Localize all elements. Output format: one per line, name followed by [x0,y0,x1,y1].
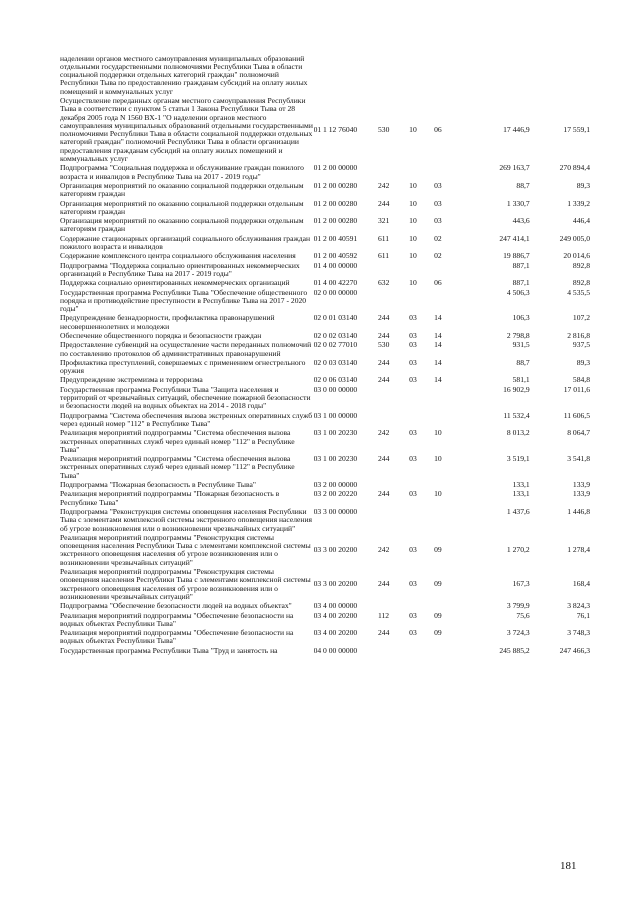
row-expense-type: 244 [377,375,390,385]
row-subsection [434,602,457,611]
row-subsection: 09 [434,628,442,638]
row-subsection: 14 [434,358,442,367]
table-row [60,429,590,455]
row-code: 01 2 00 40592 [313,251,358,261]
row-subsection: 09 [434,579,442,589]
row-name: Предоставление субвенций на осуществление части переданных полномочий по составлению протоколов об административных правонарушений [60,340,312,358]
table-row [60,385,590,411]
table-row [60,54,590,96]
row-section: 03 [409,331,417,340]
row-sum-year-1: 1 270,2 [506,545,530,555]
row-code: 01 1 12 76040 [313,125,358,135]
table-row [60,646,590,655]
row-name: Подпрограмма "Система обеспечения вызова экстренных оперативных служб через единый номер "112" в Республике Тыва" [60,411,313,428]
row-code: 01 2 00 00280 [313,181,358,190]
row-section: 03 [409,579,417,589]
row-name: Содержание стационарных организаций социального обслуживания граждан пожилого возраста и инвалидов [60,234,311,252]
row-section: 03 [409,545,417,555]
row-section: 10 [409,125,417,135]
row-section [409,54,434,96]
row-sum-year-1: 3 519,1 [506,454,530,464]
row-name: Содержание комплексного центра социального обслуживания населения [60,251,296,261]
row-expense-type: 112 [377,611,390,620]
row-sum-year-2: 17 559,1 [563,125,590,135]
table-row [60,507,590,533]
table-row [60,358,590,376]
table-row [60,199,590,217]
row-sum-year-2: 3 824,3 [567,601,590,611]
row-code: 01 2 00 00000 [313,163,358,173]
table-row [60,341,590,359]
row-section: 03 [409,611,417,620]
row-expense-type: 611 [377,251,390,261]
row-expense-type: 244 [377,579,390,589]
table-row [60,490,590,508]
table-row [60,411,590,429]
row-section: 10 [409,278,417,288]
row-subsection [434,481,457,490]
row-sum-year-1: 133,1 [512,480,530,490]
row-code: 01 2 00 00280 [313,216,358,226]
table-row [60,181,590,199]
row-sum-year-1: 931,5 [512,340,530,350]
row-expense-type: 244 [377,331,390,340]
row-name: Организация мероприятий по оказанию социальной поддержки отдельным категориям граждан [60,216,304,234]
row-section [409,288,434,314]
row-sum-year-1: 88,7 [516,181,530,190]
row-name: наделении органов местного самоуправления муниципальных образований отдельными государственными полномочиями Республики Тыва в области социальной поддержки отдельных категорий граждан" полномочий Республики Тыва по предоставлению гражданам субсидий на оплату жилых помещений и коммунальных услуг [60,54,308,96]
row-subsection: 09 [434,545,442,555]
row-sum-year-1: 247 414,1 [499,234,530,243]
row-section: 10 [409,216,417,226]
row-code: 03 4 00 00000 [313,601,358,611]
row-name: Организация мероприятий по оказанию социальной поддержки отдельным категориям граждан [60,181,304,199]
row-sum-year-2: 3 748,3 [567,628,590,638]
row-section: 10 [409,251,417,261]
row-subsection: 14 [434,313,442,323]
row-sum-year-2: 270 894,4 [559,163,590,173]
table-row [60,533,590,567]
row-subsection [434,54,457,96]
table-row [60,481,590,490]
row-sum-year-2: 8 064,7 [567,428,590,438]
row-name: Государственная программа Республики Тыва "Обеспечение общественного порядка и противодействие преступности в Республике Тыва на 2017 - 2020 годы" [60,288,308,314]
row-expense-type: 242 [377,428,390,438]
row-sum-year-1: 1 437,6 [506,507,530,516]
row-name: Реализация мероприятий подпрограммы "Пожарная безопасность в Республике Тыва" [60,489,280,507]
row-code: 03 2 00 20220 [313,489,358,499]
row-name: Реализация мероприятий подпрограммы "Система обеспечения вызова экстренных оперативных служб через единый номер "112" в Республике Тыва" [60,454,295,480]
row-code: 03 2 00 00000 [313,480,358,490]
row-expense-type [378,385,409,411]
row-subsection [434,385,457,411]
row-name: Осуществление переданных органам местного самоуправления Республики Тыва в соответствии с пунктом 5 статьи 1 Закона Республики Тыва от 28 декабря 2005 года N 1560 ВХ-1 "О наделении органов местного самоуправления муниципальных образований отдельными государственными полномочиями Республики Тыва в области социальной поддержки отдельных категорий граждан" полномочий Республики Тыва в области организации предоставления гражданам субсидий на оплату жилых помещений и коммунальных услуг [60,96,313,164]
row-expense-type: 611 [377,234,390,243]
row-expense-type: 242 [377,545,390,555]
row-subsection: 06 [434,278,442,288]
row-code: 03 1 00 20230 [313,428,358,438]
row-subsection: 02 [434,234,442,243]
row-section [409,481,434,490]
row-sum-year-2: 247 466,3 [559,646,590,655]
table-row [60,629,590,647]
row-subsection: 14 [434,331,442,340]
row-code: 03 1 00 20230 [313,454,358,464]
row-code: 03 0 00 00000 [313,385,358,394]
row-sum-year-2: 249 005,0 [559,234,590,243]
budget-table-body [60,54,590,655]
row-subsection: 10 [434,454,442,464]
table-row [60,314,590,332]
row-code: 01 2 00 00280 [313,199,358,208]
row-expense-type: 244 [377,358,390,367]
row-sum-year-2: 89,3 [576,181,590,190]
row-expense-type: 632 [377,278,390,288]
row-section: 10 [409,199,417,208]
row-name: Реализация мероприятий подпрограммы "Обеспечение безопасности на водных объектах Республики Тыва" [60,628,294,646]
row-expense-type [378,507,409,533]
row-section [409,646,434,655]
row-sum-year-1: 887,1 [512,278,530,288]
row-name: Государственная программа Республики Тыва "Труд и занятость на [60,646,278,655]
row-sum-year-2: 107,2 [572,313,590,323]
row-sum-year-1: 3 799,9 [506,601,530,611]
row-subsection [434,261,457,279]
row-expense-type: 321 [377,216,390,226]
table-row [60,602,590,611]
row-code: 03 3 00 20200 [313,545,358,555]
row-sum-year-2: 76,1 [576,611,590,620]
row-code: 02 0 03 03140 [313,358,358,367]
row-code: 01 4 00 42270 [313,278,358,288]
row-expense-type [378,646,409,655]
row-expense-type [378,481,409,490]
row-code: 03 1 00 00000 [313,411,358,420]
table-row [60,376,590,385]
row-sum-year-2: 937,5 [572,340,590,350]
row-code: 03 3 00 20200 [313,579,358,589]
row-section: 03 [409,340,417,350]
row-sum-year-1 [457,54,530,96]
row-subsection: 10 [434,428,442,438]
budget-table [60,54,590,655]
row-sum-year-2: 1 339,2 [567,199,590,208]
row-sum-year-1: 11 532,4 [503,411,530,420]
table-row [60,261,590,279]
row-sum-year-2: 89,3 [576,358,590,367]
row-subsection: 09 [434,611,442,620]
row-expense-type: 244 [377,454,390,464]
table-row [60,332,590,341]
row-sum-year-2: 133,9 [572,480,590,490]
row-name: Предупреждение безнадзорности, профилактика правонарушений несовершеннолетних и молодежи [60,313,275,331]
row-sum-year-1: 167,3 [512,579,530,589]
row-subsection [434,507,457,533]
row-expense-type [378,164,409,182]
row-sum-year-1: 75,6 [516,611,530,620]
row-name: Подпрограмма "Пожарная безопасность в Республике Тыва" [60,480,256,490]
row-subsection [434,288,457,314]
row-section: 03 [409,375,417,385]
row-section [409,602,434,611]
row-expense-type: 244 [377,313,390,323]
row-section [409,261,434,279]
table-row [60,611,590,629]
row-sum-year-1: 2 798,8 [506,331,530,340]
row-code: 03 4 00 20200 [313,611,358,620]
page-number: 181 [560,860,577,872]
row-subsection: 14 [434,375,442,385]
row-sum-year-2: 892,8 [572,278,590,288]
row-section [409,411,434,429]
row-code: 02 0 00 00000 [313,288,358,297]
table-row [60,234,590,252]
row-section [409,507,434,533]
row-expense-type: 530 [377,340,390,350]
row-sum-year-1: 1 330,7 [506,199,530,208]
row-sum-year-1: 133,1 [512,489,530,499]
row-code: 01 2 00 40591 [313,234,358,243]
row-name: Предупреждение экстремизма и терроризма [60,375,203,385]
row-subsection: 14 [434,340,442,350]
row-sum-year-1: 17 446,9 [503,125,530,135]
table-row [60,96,590,163]
row-section: 03 [409,489,417,499]
row-sum-year-1: 88,7 [516,358,530,367]
row-sum-year-2: 17 011,6 [563,385,590,394]
row-section: 03 [409,628,417,638]
row-sum-year-2: 2 816,8 [567,331,590,340]
row-sum-year-1: 16 902,9 [503,385,530,394]
table-row [60,288,590,314]
row-name: Подпрограмма "Поддержка социально ориентированных некоммерческих организаций в Республике Тыва на 2017 - 2019 годы" [60,261,300,278]
row-sum-year-1: 8 013,2 [506,428,530,438]
table-row [60,279,590,288]
row-sum-year-2: 584,8 [572,375,590,385]
row-name: Подпрограмма "Социальная поддержка и обслуживание граждан пожилого возраста и инвалидов в Республике Тыва на 2017 - 2019 годы" [60,163,304,181]
row-code: 02 0 01 03140 [313,313,358,323]
row-name: Реализация мероприятий подпрограммы "Реконструкция системы оповещения населения Республики Тыва с элементами комплексной системы экстренного оповещения населения об угрозе возникновения или о возникновении чрезвычайных ситуаций" [60,567,311,601]
row-sum-year-1: 106,3 [512,313,530,323]
row-subsection [434,646,457,655]
row-expense-type [378,288,409,314]
row-expense-type [378,54,409,96]
row-name: Подпрограмма "Обеспечение безопасности людей на водных объектах" [60,601,292,611]
row-subsection: 03 [434,199,442,208]
row-sum-year-1: 887,1 [512,261,530,270]
row-code: 01 4 00 00000 [313,261,358,270]
table-row [60,217,590,235]
row-subsection [434,164,457,182]
row-name: Реализация мероприятий подпрограммы "Обеспечение безопасности на водных объектах Республики Тыва" [60,611,294,628]
row-sum-year-1: 269 163,7 [499,163,530,173]
row-expense-type: 244 [377,199,390,208]
row-sum-year-2 [530,54,590,96]
row-code: 04 0 00 00000 [313,646,358,655]
row-code: 02 0 06 03140 [313,375,358,385]
row-subsection: 10 [434,489,442,499]
table-row [60,455,590,481]
row-name: Поддержка социально ориентированных некоммерческих организаций [60,278,290,288]
row-section [409,385,434,411]
row-code: 03 3 00 00000 [313,507,358,516]
table-row [60,568,590,602]
row-expense-type [378,411,409,429]
row-expense-type: 244 [377,489,390,499]
row-code [314,54,378,96]
row-sum-year-2: 446,4 [572,216,590,226]
row-expense-type [378,602,409,611]
row-section: 03 [409,313,417,323]
row-sum-year-2: 1 278,4 [567,545,590,555]
row-section: 03 [409,358,417,367]
row-section: 03 [409,454,417,464]
table-row [60,252,590,261]
row-sum-year-2: 892,8 [572,261,590,270]
row-sum-year-2: 133,9 [572,489,590,499]
row-name: Обеспечение общественного порядка и безопасности граждан [60,331,262,340]
row-expense-type [378,261,409,279]
row-sum-year-2: 1 446,8 [567,507,590,516]
row-sum-year-1: 4 506,3 [506,288,530,297]
row-expense-type: 242 [377,181,390,190]
row-subsection: 06 [434,125,442,135]
row-sum-year-1: 581,1 [512,375,530,385]
row-subsection: 02 [434,251,442,261]
row-name: Профилактика преступлений, совершаемых с применением огнестрельного оружия [60,358,306,376]
row-code: 02 0 02 77010 [313,340,358,350]
table-row [60,164,590,182]
row-name: Государственная программа Республики Тыва "Защита населения и территорий от чрезвычайных ситуаций, обеспечение пожарной безопасности и безопасности людей на водных объектах на 2014 - 2018 годы" [60,385,311,411]
row-sum-year-1: 443,6 [512,216,530,226]
row-section: 10 [409,234,417,243]
row-name: Реализация мероприятий подпрограммы "Реконструкция системы оповещения населения Республики Тыва с элементами комплексной системы экстренного оповещения населения об угрозе возникновения или о возникновении чрезвычайных ситуаций" [60,533,311,567]
row-sum-year-1: 3 724,3 [506,628,530,638]
row-sum-year-2: 20 014,6 [563,251,590,261]
row-section: 03 [409,428,417,438]
row-expense-type: 530 [377,125,390,135]
row-sum-year-2: 4 535,5 [567,288,590,297]
row-subsection [434,411,457,429]
row-subsection: 03 [434,181,442,190]
row-sum-year-2: 3 541,8 [567,454,590,464]
row-sum-year-1: 245 885,2 [499,646,530,655]
row-sum-year-2: 11 606,5 [563,411,590,420]
row-sum-year-2: 168,4 [572,579,590,589]
row-section: 10 [409,181,417,190]
row-expense-type: 244 [377,628,390,638]
row-name: Подпрограмма "Реконструкция системы оповещения населения Республики Тыва с элементами комплексной системы экстренного оповещения населения об угрозе возникновения или о возникновении чрезвычайных ситуаций" [60,507,313,533]
row-code: 02 0 02 03140 [313,331,358,340]
row-code: 03 4 00 20200 [313,628,358,638]
row-section [409,164,434,182]
row-sum-year-1: 19 886,7 [503,251,530,261]
row-name: Реализация мероприятий подпрограммы "Система обеспечения вызова экстренных оперативных служб через единый номер "112" в Республике Тыва" [60,428,295,454]
row-name: Организация мероприятий по оказанию социальной поддержки отдельным категориям граждан [60,199,304,216]
row-subsection: 03 [434,216,442,226]
